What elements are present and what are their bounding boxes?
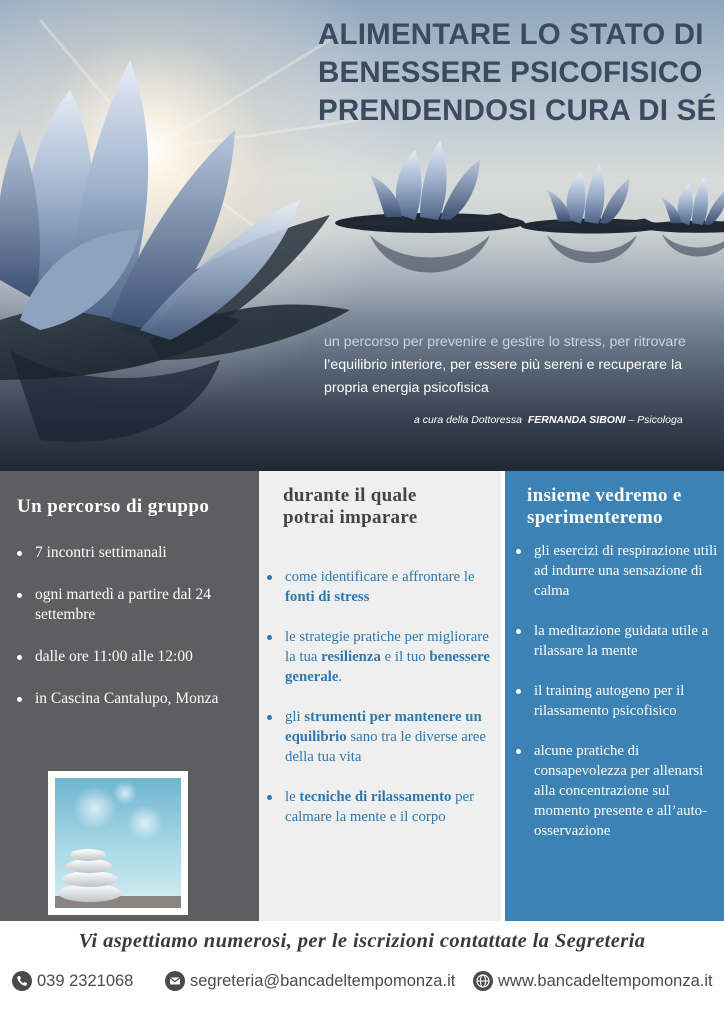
list-item: gli strumenti per mantenere un equilibrio sano tra le diverse aree della tua vita: [267, 707, 497, 767]
contacts-bar: [0, 971, 724, 997]
list-item: le tecniche di rilassamento per calmare la mente e il corpo: [267, 787, 497, 827]
group-list: [17, 543, 247, 731]
title-line: BENESSERE PSICOFISICO: [318, 56, 703, 89]
list-item: in Cascina Cantalupo, Monza: [17, 689, 247, 709]
globe-icon: [473, 971, 493, 991]
subtitle-rest: l’equilibrio interiore, per essere più sereni e recuperare la propria energia psicofisica: [324, 357, 683, 396]
list-item: dalle ore 11:00 alle 12:00: [17, 647, 247, 667]
learn-column: [259, 471, 501, 921]
phone-icon: [12, 971, 32, 991]
credit-suffix: – Psicologa: [628, 414, 683, 426]
list-item: la meditazione guidata utile a rilassare la mente: [516, 621, 721, 661]
website-contact[interactable]: [473, 971, 713, 991]
group-column: [0, 471, 259, 921]
email-address: segreteria@bancadeltempomonza.it: [190, 971, 456, 990]
credit-name: FERNANDA SIBONI: [527, 414, 626, 426]
list-item: il training autogeno per il rilassamento psicofisico: [516, 681, 721, 721]
phone-number: 039 2321068: [37, 971, 134, 990]
stones-photo-frame: [48, 771, 188, 915]
list-item: come identificare e affrontare le fonti di stress: [267, 567, 497, 607]
hero-credit: [414, 414, 714, 426]
list-item: 7 incontri settimanali: [17, 543, 247, 563]
hero-banner: [0, 0, 724, 471]
credit-prefix: a cura della Dottoressa: [414, 414, 522, 426]
list-item: gli esercizi di respirazione utili ad indurre una sensazione di calma: [516, 541, 721, 601]
experience-list: [516, 541, 721, 861]
hero-subtitle: [324, 331, 719, 400]
subtitle-first-line: un percorso per prevenire e gestire lo stress, per ritrovare: [324, 334, 686, 350]
page-title: [318, 16, 718, 130]
envelope-icon: [165, 971, 185, 991]
list-item: le strategie pratiche per migliorare la tua resilienza e il tuo benessere generale.: [267, 627, 497, 687]
experience-heading: insieme vedremo e sperimenteremo: [527, 485, 682, 528]
list-item: ogni martedì a partire dal 24 settembre: [17, 585, 247, 625]
footer-note: Vi aspettiamo numerosi, per le iscrizioni contattate la Segreteria: [78, 930, 646, 952]
title-line: PRENDENDOSI CURA DI SÉ: [318, 94, 717, 127]
experience-column: [505, 471, 724, 921]
zen-stones-image: [55, 778, 181, 908]
title-line: ALIMENTARE LO STATO DI: [318, 18, 704, 51]
email-contact[interactable]: [165, 971, 455, 991]
list-item: alcune pratiche di consapevolezza per allenarsi alla concentrazione sul momento presente e all’auto-osservazione: [516, 741, 721, 841]
group-heading: Un percorso di gruppo: [17, 496, 210, 517]
phone-contact[interactable]: [12, 971, 133, 991]
learn-list: [267, 567, 497, 847]
website-url: www.bancadeltempomonza.it: [498, 971, 713, 990]
learn-heading: durante il quale potrai imparare: [283, 485, 418, 528]
